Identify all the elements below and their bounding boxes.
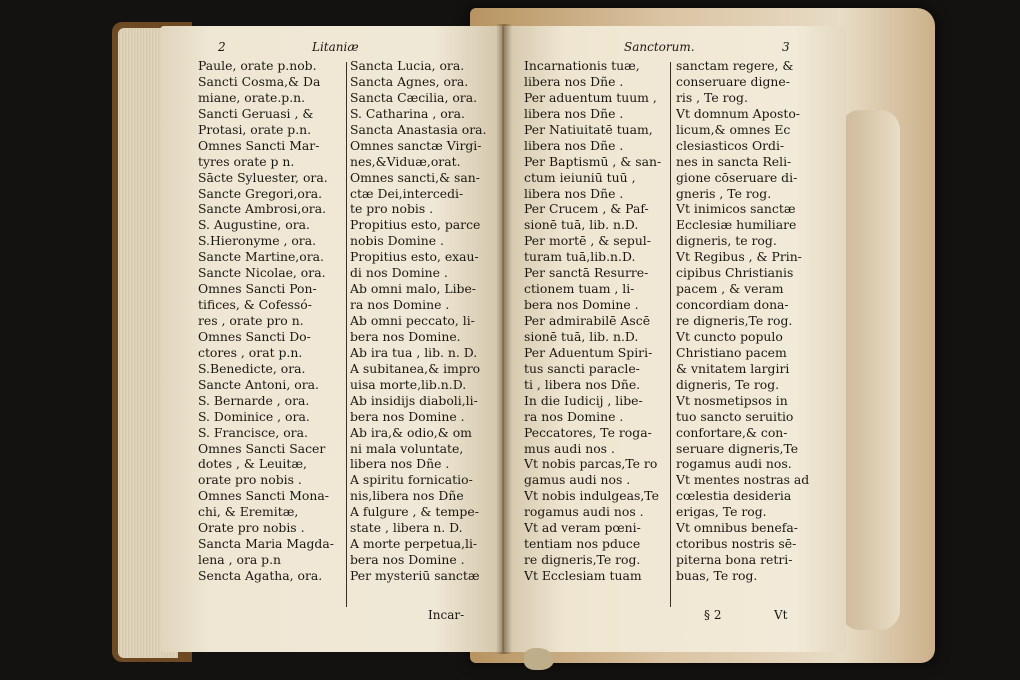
text-line: Per Crucem , & Paf- — [524, 201, 649, 217]
text-line: A morte perpetua,li- — [350, 536, 478, 552]
torn-flyleaf — [840, 110, 900, 630]
text-line: sionē tuā, lib. n.D. — [524, 328, 639, 344]
text-line: tyres orate p n. — [198, 153, 295, 169]
text-line: Vt cuncto populo — [676, 328, 783, 344]
text-line: Per sanctā Resurre- — [524, 265, 649, 281]
text-line: Per Aduentum Spiri- — [524, 344, 653, 360]
text-line: tentiam nos pduce — [524, 536, 641, 552]
text-line: Omnes Sancti Pon- — [198, 281, 317, 297]
text-line: miane, orate.p.n. — [198, 89, 306, 105]
text-line: tifices, & Cofessó- — [198, 297, 312, 313]
text-line: Vt omnibus benefa- — [676, 520, 798, 536]
column-rule — [346, 62, 347, 607]
text-line: bera nos Domine . — [350, 552, 465, 568]
right-page — [504, 26, 846, 652]
text-line: Vt inimicos sanctæ — [676, 201, 796, 217]
text-line: buas, Te rog. — [676, 568, 758, 583]
text-line: tus sancti paracle- — [524, 360, 640, 376]
text-line: Per mysteriū sanctæ — [350, 568, 480, 583]
left-running-head: Litaniæ — [312, 40, 359, 54]
text-line: orate pro nobis . — [198, 472, 302, 488]
text-line: ti , libera nos Dñe. — [524, 376, 641, 392]
text-line: seruare digneris,Te — [676, 440, 799, 456]
right-column-2 — [676, 58, 824, 584]
text-line: Sancte Antoni, ora. — [198, 376, 319, 392]
text-line: ra nos Domine . — [350, 297, 450, 313]
text-line: libera nos Dñe . — [350, 456, 450, 472]
left-page-number: 2 — [218, 40, 226, 54]
text-line: Omnes Sancti Sacer — [198, 440, 326, 456]
right-signature-mark: § 2 — [704, 608, 722, 622]
text-line: Per mortē , & sepul- — [524, 233, 651, 249]
text-line: A fulgure , & tempe- — [350, 504, 479, 520]
text-line: uisa morte,lib.n.D. — [350, 376, 467, 392]
text-line: Propitius esto, parce — [350, 217, 481, 233]
text-line: digneris, te rog. — [676, 233, 777, 249]
text-line: licum,& omnes Ec — [676, 121, 791, 137]
text-line: Vt nobis indulgeas,Te — [524, 488, 659, 504]
text-line: libera nos Dñe . — [524, 105, 624, 121]
text-line: S.Benedicte, ora. — [198, 360, 306, 376]
text-line: S. Bernarde , ora. — [198, 392, 310, 408]
text-line: te pro nobis . — [350, 201, 434, 217]
text-line: S. Catharina , ora. — [350, 105, 465, 121]
text-line: libera nos Dñe . — [524, 185, 624, 201]
text-line: Omnes Sancti Do- — [198, 328, 311, 344]
text-line: Vt Regibus , & Prin- — [676, 249, 802, 265]
text-line: Sancta Cæcilia, ora. — [350, 89, 478, 105]
text-line: digneris, Te rog. — [676, 376, 780, 392]
text-line: res , orate pro n. — [198, 313, 304, 328]
text-line: Omnes sanctæ Virgi- — [350, 137, 482, 153]
text-line: ctoribus nostris sē- — [676, 536, 797, 552]
text-line: re digneris,Te rog. — [524, 552, 641, 568]
text-line: In die Iudicij , libe- — [524, 392, 643, 408]
text-line: Ab omni malo, Libe- — [350, 281, 476, 297]
text-line: Omnes Sancti Mona- — [198, 488, 329, 504]
text-line: Sancta Anastasia ora. — [350, 121, 487, 137]
text-line: lena , ora p.n — [198, 552, 282, 568]
text-line: Sācte Syluester, ora. — [198, 169, 328, 185]
text-line: ra nos Domine . — [524, 408, 624, 424]
text-line: A subitanea,& impro — [350, 360, 481, 376]
text-line: Ab ira,& odio,& om — [350, 424, 472, 440]
text-line: S.Hieronyme , ora. — [198, 233, 317, 249]
text-line: re digneris,Te rog. — [676, 313, 793, 328]
text-line: Orate pro nobis . — [198, 520, 305, 536]
binding-thread — [524, 648, 554, 670]
text-line: Ab ira tua , lib. n. D. — [350, 344, 478, 360]
text-line: gione cōseruare di- — [676, 169, 798, 185]
left-catchword: Incar- — [428, 608, 465, 622]
text-line: Peccatores, Te roga- — [524, 424, 652, 440]
right-catchword: Vt — [774, 608, 788, 622]
text-line: confortare,& con- — [676, 424, 788, 440]
text-line: Vt nosmetipsos in — [676, 392, 788, 408]
text-line: bera nos Domine. — [350, 328, 461, 344]
text-line: chi, & Eremitæ, — [198, 504, 299, 520]
text-line: concordiam dona- — [676, 297, 789, 313]
text-line: conseruare digne- — [676, 73, 790, 89]
text-line: cipibus Christianis — [676, 265, 794, 281]
text-line: Omnes sancti,& san- — [350, 169, 480, 185]
left-page — [160, 26, 502, 652]
text-line: dotes , & Leuitæ, — [198, 456, 307, 472]
right-page-number: 3 — [782, 40, 790, 54]
text-line: Per Baptismū , & san- — [524, 153, 662, 169]
text-line: nobis Domine . — [350, 233, 444, 249]
text-line: pacem , & veram — [676, 281, 784, 297]
text-line: gamus audi nos . — [524, 472, 631, 488]
text-line: Incarnationis tuæ, — [524, 58, 640, 73]
text-line: ctum ieiuniū tuū , — [524, 169, 636, 185]
text-line: Per admirabilē Ascē — [524, 313, 651, 328]
text-line: Protasi, orate p.n. — [198, 121, 312, 137]
text-line: Propitius esto, exau- — [350, 249, 479, 265]
text-line: sanctam regere, & — [676, 58, 794, 73]
text-line: nes,&Viduæ,orat. — [350, 153, 461, 169]
text-line: Sancta Maria Magda- — [198, 536, 334, 552]
text-line: nes in sancta Reli- — [676, 153, 792, 169]
text-line: tuo sancto seruitio — [676, 408, 794, 424]
text-line: Sancta Agnes, ora. — [350, 73, 469, 89]
text-line: Sencta Agatha, ora. — [198, 568, 323, 583]
text-line: libera nos Dñe . — [524, 73, 624, 89]
text-line: Sancte Nicolae, ora. — [198, 265, 326, 281]
right-column-1 — [524, 58, 672, 584]
text-line: clesiasticos Ordi- — [676, 137, 785, 153]
text-line: Vt mentes nostras ad — [676, 472, 810, 488]
text-line: di nos Domine . — [350, 265, 448, 281]
text-line: Sancte Gregori,ora. — [198, 185, 323, 201]
text-line: libera nos Dñe . — [524, 137, 624, 153]
text-line: state , libera n. D. — [350, 520, 463, 536]
text-line: Vt nobis parcas,Te ro — [524, 456, 658, 472]
text-line: Paule, orate p.nob. — [198, 58, 317, 73]
text-line: & vnitatem largiri — [676, 360, 790, 376]
left-column-2 — [350, 58, 498, 584]
text-line: S. Augustine, ora. — [198, 217, 310, 233]
text-line: gneris , Te rog. — [676, 185, 772, 201]
text-line: Vt domnum Aposto- — [676, 105, 800, 121]
text-line: rogamus audi nos. — [676, 456, 792, 472]
text-line: Vt Ecclesiam tuam — [524, 568, 642, 583]
text-line: bera nos Domine . — [524, 297, 639, 313]
text-line: ris , Te rog. — [676, 89, 748, 105]
text-line: ctæ Dei,intercedi- — [350, 185, 464, 201]
text-line: ni mala voluntate, — [350, 440, 464, 456]
text-line: rogamus audi nos . — [524, 504, 644, 520]
text-line: sionē tuā, lib. n.D. — [524, 217, 639, 233]
text-line: Sancte Martine,ora. — [198, 249, 324, 265]
text-line: nis,libera nos Dñe — [350, 488, 464, 504]
text-line: Per Natiuitatē tuam, — [524, 121, 653, 137]
text-line: Sancti Geruasi , & — [198, 105, 314, 121]
text-line: Sancta Lucia, ora. — [350, 58, 465, 73]
text-line: Ecclesiæ humiliare — [676, 217, 797, 233]
text-line: bera nos Domine . — [350, 408, 465, 424]
right-running-head: Sanctorum. — [624, 40, 695, 54]
text-line: turam tuā,lib.n.D. — [524, 249, 636, 265]
text-line: A spiritu fornicatio- — [350, 472, 473, 488]
column-rule — [670, 62, 671, 607]
text-line: Omnes Sancti Mar- — [198, 137, 320, 153]
text-line: S. Dominice , ora. — [198, 408, 310, 424]
text-line: ctores , orat p.n. — [198, 344, 303, 360]
text-line: Ab insidijs diaboli,li- — [350, 392, 478, 408]
text-line: Christiano pacem — [676, 344, 787, 360]
text-line: Ab omni peccato, li- — [350, 313, 475, 328]
text-line: cœlestia desideria — [676, 488, 792, 504]
text-line: erigas, Te rog. — [676, 504, 767, 520]
text-line: piterna bona retri- — [676, 552, 793, 568]
text-line: Sancti Cosma,& Da — [198, 73, 321, 89]
book-gutter — [496, 24, 512, 654]
text-line: mus audi nos . — [524, 440, 615, 456]
text-line: Per aduentum tuum , — [524, 89, 657, 105]
text-line: Vt ad veram pœni- — [524, 520, 641, 536]
text-line: ctionem tuam , li- — [524, 281, 635, 297]
text-line: Sancte Ambrosi,ora. — [198, 201, 327, 217]
left-column-1 — [198, 58, 346, 584]
text-line: S. Francisce, ora. — [198, 424, 308, 440]
